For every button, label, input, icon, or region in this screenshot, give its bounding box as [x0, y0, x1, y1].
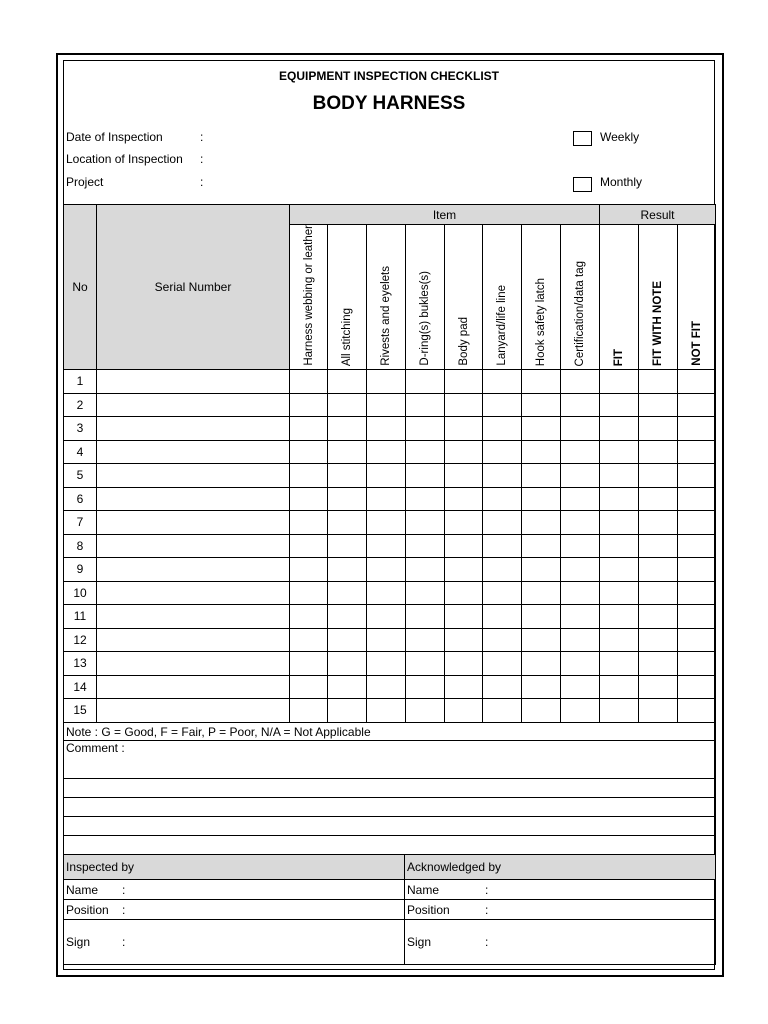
position-colon: : — [485, 902, 489, 917]
item-check-cell[interactable] — [328, 652, 367, 676]
sign-colon: : — [122, 935, 126, 949]
item-check-cell[interactable] — [406, 652, 445, 676]
item-check-cell[interactable] — [406, 581, 445, 605]
item-check-cell[interactable] — [522, 558, 561, 582]
name-colon: : — [485, 882, 489, 897]
item-check-cell[interactable] — [406, 511, 445, 535]
row-number: 12 — [64, 628, 97, 652]
signoff-header-row — [64, 855, 716, 880]
item-check-cell[interactable] — [561, 417, 600, 441]
item-check-cell[interactable] — [367, 393, 406, 417]
item-check-cell[interactable] — [445, 393, 483, 417]
result-header-label: FIT — [613, 348, 625, 366]
result-check-cell[interactable] — [678, 487, 716, 511]
result-check-cell[interactable] — [639, 675, 678, 699]
item-check-cell[interactable] — [445, 534, 483, 558]
comment-label: Comment : — [66, 741, 125, 755]
table-row — [64, 511, 716, 535]
serial-number-cell[interactable] — [97, 370, 290, 394]
item-check-cell[interactable] — [445, 464, 483, 488]
acknowledged-by-header: Acknowledged by — [405, 855, 716, 880]
item-check-cell[interactable] — [367, 581, 406, 605]
item-header — [328, 225, 367, 370]
row-number: 15 — [64, 699, 97, 723]
item-check-cell[interactable] — [522, 440, 561, 464]
result-check-cell[interactable] — [600, 652, 639, 676]
result-header-label: FIT WITH NOTE — [652, 281, 664, 366]
comment-line-cell[interactable] — [64, 817, 716, 836]
result-check-cell[interactable] — [600, 487, 639, 511]
item-check-cell[interactable] — [290, 558, 328, 582]
item-group-header: Item — [290, 205, 600, 225]
serial-number-cell[interactable] — [97, 487, 290, 511]
monthly-checkbox[interactable] — [573, 177, 592, 192]
table-row — [64, 370, 716, 394]
result-check-cell[interactable] — [639, 511, 678, 535]
name-row — [64, 880, 716, 900]
item-check-cell[interactable] — [522, 605, 561, 629]
result-check-cell[interactable] — [678, 417, 716, 441]
item-check-cell[interactable] — [445, 652, 483, 676]
item-check-cell[interactable] — [290, 699, 328, 723]
item-check-cell[interactable] — [445, 487, 483, 511]
item-check-cell[interactable] — [406, 605, 445, 629]
item-check-cell[interactable] — [290, 464, 328, 488]
item-check-cell[interactable] — [483, 511, 522, 535]
serial-number-cell[interactable] — [97, 628, 290, 652]
item-check-cell[interactable] — [561, 393, 600, 417]
item-check-cell[interactable] — [445, 511, 483, 535]
item-check-cell[interactable] — [445, 675, 483, 699]
item-check-cell[interactable] — [290, 675, 328, 699]
result-header-label: NOT FIT — [690, 321, 703, 366]
serial-number-cell[interactable] — [97, 511, 290, 535]
comment-line — [64, 836, 716, 855]
serial-number-cell[interactable] — [97, 393, 290, 417]
item-header-label: Body pad — [457, 317, 470, 366]
serial-number-cell[interactable] — [97, 558, 290, 582]
item-check-cell[interactable] — [406, 393, 445, 417]
item-check-cell[interactable] — [367, 370, 406, 394]
name-label: Name — [407, 882, 440, 897]
item-check-cell[interactable] — [367, 628, 406, 652]
row-number: 7 — [64, 511, 97, 535]
no-header: No — [64, 205, 97, 370]
result-check-cell[interactable] — [678, 581, 716, 605]
result-check-cell[interactable] — [678, 628, 716, 652]
item-check-cell[interactable] — [445, 605, 483, 629]
result-check-cell[interactable] — [600, 581, 639, 605]
result-check-cell[interactable] — [678, 393, 716, 417]
result-check-cell[interactable] — [600, 417, 639, 441]
result-check-cell[interactable] — [639, 370, 678, 394]
item-check-cell[interactable] — [328, 417, 367, 441]
item-check-cell[interactable] — [367, 699, 406, 723]
result-check-cell[interactable] — [600, 699, 639, 723]
item-check-cell[interactable] — [561, 581, 600, 605]
acknowledger-position-cell[interactable] — [405, 900, 716, 920]
item-check-cell[interactable] — [290, 581, 328, 605]
result-check-cell[interactable] — [639, 487, 678, 511]
row-number: 9 — [64, 558, 97, 582]
item-check-cell[interactable] — [290, 440, 328, 464]
row-number: 1 — [64, 370, 97, 394]
item-check-cell[interactable] — [483, 605, 522, 629]
date-colon: : — [200, 130, 204, 144]
result-check-cell[interactable] — [639, 605, 678, 629]
acknowledger-name-cell[interactable] — [405, 880, 716, 900]
sign-label: Sign — [407, 935, 432, 949]
item-check-cell[interactable] — [290, 534, 328, 558]
item-check-cell[interactable] — [522, 699, 561, 723]
result-check-cell[interactable] — [600, 370, 639, 394]
item-check-cell[interactable] — [290, 487, 328, 511]
item-check-cell[interactable] — [561, 699, 600, 723]
result-check-cell[interactable] — [678, 558, 716, 582]
item-header-label: Lanyard/life line — [496, 285, 508, 366]
item-check-cell[interactable] — [561, 605, 600, 629]
sign-row — [64, 920, 716, 965]
item-check-cell[interactable] — [328, 581, 367, 605]
inspector-position-cell[interactable] — [64, 900, 405, 920]
form-subtitle: EQUIPMENT INSPECTION CHECKLIST — [278, 69, 499, 83]
footer-table — [63, 722, 716, 965]
item-check-cell[interactable] — [483, 581, 522, 605]
note-text: Note : G = Good, F = Fair, P = Poor, N/A = Not Applicable — [64, 723, 716, 741]
result-header — [600, 225, 639, 370]
item-check-cell[interactable] — [483, 558, 522, 582]
item-check-cell[interactable] — [561, 464, 600, 488]
project-colon: : — [200, 175, 204, 189]
serial-number-cell[interactable] — [97, 699, 290, 723]
result-check-cell[interactable] — [600, 558, 639, 582]
row-number: 11 — [64, 605, 97, 629]
serial-number-cell[interactable] — [97, 417, 290, 441]
comment-cell[interactable] — [64, 741, 716, 779]
item-check-cell[interactable] — [445, 370, 483, 394]
row-number: 13 — [64, 652, 97, 676]
item-check-cell[interactable] — [445, 581, 483, 605]
inspector-sign-cell[interactable] — [64, 920, 405, 965]
result-check-cell[interactable] — [600, 675, 639, 699]
result-check-cell[interactable] — [639, 440, 678, 464]
monthly-label: Monthly — [600, 175, 643, 189]
item-check-cell[interactable] — [522, 370, 561, 394]
result-check-cell[interactable] — [639, 417, 678, 441]
item-header — [290, 225, 328, 370]
serial-number-cell[interactable] — [97, 464, 290, 488]
table-row — [64, 652, 716, 676]
item-check-cell[interactable] — [406, 558, 445, 582]
sign-colon: : — [485, 935, 489, 949]
item-check-cell[interactable] — [367, 675, 406, 699]
item-check-cell[interactable] — [483, 675, 522, 699]
item-check-cell[interactable] — [367, 511, 406, 535]
row-number: 14 — [64, 675, 97, 699]
comment-line-cell[interactable] — [64, 779, 716, 798]
inspector-name-cell[interactable] — [64, 880, 405, 900]
result-check-cell[interactable] — [639, 464, 678, 488]
item-check-cell[interactable] — [290, 511, 328, 535]
result-header — [678, 225, 716, 370]
table-row — [64, 628, 716, 652]
item-check-cell[interactable] — [406, 534, 445, 558]
result-check-cell[interactable] — [639, 558, 678, 582]
group-header-row — [64, 205, 716, 225]
position-label: Position — [66, 902, 109, 917]
item-check-cell[interactable] — [561, 370, 600, 394]
item-check-cell[interactable] — [522, 511, 561, 535]
weekly-checkbox[interactable] — [573, 131, 592, 146]
item-check-cell[interactable] — [522, 652, 561, 676]
item-check-cell[interactable] — [522, 675, 561, 699]
item-header — [561, 225, 600, 370]
item-check-cell[interactable] — [406, 440, 445, 464]
table-row — [64, 417, 716, 441]
result-check-cell[interactable] — [678, 605, 716, 629]
location-colon: : — [200, 152, 204, 166]
item-check-cell[interactable] — [328, 393, 367, 417]
row-number: 10 — [64, 581, 97, 605]
item-check-cell[interactable] — [290, 628, 328, 652]
item-check-cell[interactable] — [445, 440, 483, 464]
comment-line — [64, 779, 716, 798]
item-check-cell[interactable] — [406, 417, 445, 441]
item-check-cell[interactable] — [483, 370, 522, 394]
item-check-cell[interactable] — [561, 675, 600, 699]
serial-number-cell[interactable] — [97, 605, 290, 629]
row-number: 3 — [64, 417, 97, 441]
item-header — [367, 225, 406, 370]
item-check-cell[interactable] — [406, 370, 445, 394]
result-check-cell[interactable] — [600, 393, 639, 417]
item-check-cell[interactable] — [483, 440, 522, 464]
table-body — [64, 370, 716, 723]
weekly-label: Weekly — [600, 130, 640, 144]
table-row — [64, 464, 716, 488]
item-check-cell[interactable] — [561, 487, 600, 511]
sign-label: Sign — [66, 935, 91, 949]
item-check-cell[interactable] — [522, 393, 561, 417]
item-check-cell[interactable] — [367, 487, 406, 511]
result-check-cell[interactable] — [678, 652, 716, 676]
name-label: Name — [66, 882, 99, 897]
item-check-cell[interactable] — [561, 628, 600, 652]
serial-header: Serial Number — [97, 205, 290, 370]
item-check-cell[interactable] — [522, 581, 561, 605]
result-check-cell[interactable] — [600, 511, 639, 535]
row-number: 2 — [64, 393, 97, 417]
result-check-cell[interactable] — [678, 440, 716, 464]
item-check-cell[interactable] — [328, 558, 367, 582]
location-label: Location of Inspection — [66, 152, 183, 166]
item-header-label: All stitching — [341, 307, 353, 366]
comment-line-cell[interactable] — [64, 798, 716, 817]
position-colon: : — [122, 902, 126, 917]
item-check-cell[interactable] — [367, 605, 406, 629]
item-check-cell[interactable] — [290, 652, 328, 676]
table-row — [64, 699, 716, 723]
table-row — [64, 581, 716, 605]
item-check-cell[interactable] — [483, 417, 522, 441]
comment-line-cell[interactable] — [64, 836, 716, 855]
result-check-cell[interactable] — [639, 652, 678, 676]
result-check-cell[interactable] — [600, 534, 639, 558]
serial-number-cell[interactable] — [97, 534, 290, 558]
project-label: Project — [66, 175, 104, 189]
result-check-cell[interactable] — [639, 699, 678, 723]
acknowledger-sign-cell[interactable] — [405, 920, 716, 965]
item-check-cell[interactable] — [406, 464, 445, 488]
result-group-header: Result — [600, 205, 716, 225]
table-row — [64, 487, 716, 511]
table-row — [64, 440, 716, 464]
item-check-cell[interactable] — [290, 370, 328, 394]
result-header — [639, 225, 678, 370]
comment-row — [64, 741, 716, 779]
serial-number-cell[interactable] — [97, 581, 290, 605]
item-check-cell[interactable] — [445, 558, 483, 582]
form-title: BODY HARNESS — [312, 93, 466, 114]
item-check-cell[interactable] — [328, 628, 367, 652]
name-colon: : — [122, 882, 126, 897]
item-header-label: Harness webbing or leather — [302, 225, 315, 366]
item-check-cell[interactable] — [522, 417, 561, 441]
item-header-label: Rivests and eyelets — [380, 266, 392, 366]
row-number: 6 — [64, 487, 97, 511]
item-check-cell[interactable] — [406, 675, 445, 699]
position-row — [64, 900, 716, 920]
item-check-cell[interactable] — [445, 628, 483, 652]
item-check-cell[interactable] — [367, 464, 406, 488]
inspected-by-header: Inspected by — [64, 855, 405, 880]
item-check-cell[interactable] — [406, 628, 445, 652]
result-check-cell[interactable] — [639, 628, 678, 652]
item-check-cell[interactable] — [328, 487, 367, 511]
table-row — [64, 558, 716, 582]
item-check-cell[interactable] — [328, 440, 367, 464]
row-number: 4 — [64, 440, 97, 464]
item-check-cell[interactable] — [290, 605, 328, 629]
item-check-cell[interactable] — [328, 370, 367, 394]
item-check-cell[interactable] — [367, 534, 406, 558]
item-header — [406, 225, 445, 370]
result-check-cell[interactable] — [600, 464, 639, 488]
item-header — [483, 225, 522, 370]
item-check-cell[interactable] — [483, 628, 522, 652]
result-check-cell[interactable] — [639, 581, 678, 605]
result-check-cell[interactable] — [600, 605, 639, 629]
result-check-cell[interactable] — [639, 534, 678, 558]
item-check-cell[interactable] — [328, 464, 367, 488]
item-check-cell[interactable] — [483, 464, 522, 488]
result-check-cell[interactable] — [678, 534, 716, 558]
position-label: Position — [407, 902, 450, 917]
item-check-cell[interactable] — [290, 417, 328, 441]
serial-number-cell[interactable] — [97, 652, 290, 676]
table-row — [64, 675, 716, 699]
serial-number-cell[interactable] — [97, 440, 290, 464]
item-check-cell[interactable] — [367, 558, 406, 582]
item-check-cell[interactable] — [561, 558, 600, 582]
comment-line — [64, 817, 716, 836]
item-check-cell[interactable] — [561, 652, 600, 676]
item-check-cell[interactable] — [445, 417, 483, 441]
item-check-cell[interactable] — [483, 699, 522, 723]
item-check-cell[interactable] — [522, 487, 561, 511]
item-header-label: D-ring(s) bukles(s) — [419, 271, 431, 366]
item-check-cell[interactable] — [406, 699, 445, 723]
item-check-cell[interactable] — [328, 511, 367, 535]
item-header — [522, 225, 561, 370]
result-check-cell[interactable] — [678, 464, 716, 488]
row-number: 5 — [64, 464, 97, 488]
inspection-table — [63, 204, 716, 723]
item-check-cell[interactable] — [406, 487, 445, 511]
item-header-label: Hook safety latch — [535, 277, 547, 366]
item-check-cell[interactable] — [483, 393, 522, 417]
item-check-cell[interactable] — [367, 440, 406, 464]
item-check-cell[interactable] — [328, 699, 367, 723]
item-header-label: Certification/data tag — [574, 260, 586, 366]
comment-line — [64, 798, 716, 817]
item-check-cell[interactable] — [328, 675, 367, 699]
item-check-cell[interactable] — [483, 534, 522, 558]
item-check-cell[interactable] — [561, 511, 600, 535]
table-row — [64, 605, 716, 629]
result-check-cell[interactable] — [600, 440, 639, 464]
result-check-cell[interactable] — [678, 511, 716, 535]
item-check-cell[interactable] — [367, 652, 406, 676]
result-check-cell[interactable] — [678, 370, 716, 394]
item-check-cell[interactable] — [522, 534, 561, 558]
date-label: Date of Inspection — [66, 130, 163, 144]
item-check-cell[interactable] — [328, 534, 367, 558]
item-check-cell[interactable] — [290, 393, 328, 417]
item-check-cell[interactable] — [483, 652, 522, 676]
item-check-cell[interactable] — [522, 628, 561, 652]
result-check-cell[interactable] — [600, 628, 639, 652]
table-row — [64, 393, 716, 417]
table-row — [64, 534, 716, 558]
item-check-cell[interactable] — [328, 605, 367, 629]
result-check-cell[interactable] — [678, 675, 716, 699]
note-row — [64, 723, 716, 741]
item-check-cell[interactable] — [561, 440, 600, 464]
row-number: 8 — [64, 534, 97, 558]
item-check-cell[interactable] — [522, 464, 561, 488]
item-check-cell[interactable] — [483, 487, 522, 511]
serial-number-cell[interactable] — [97, 675, 290, 699]
result-check-cell[interactable] — [639, 393, 678, 417]
result-check-cell[interactable] — [678, 699, 716, 723]
item-header — [445, 225, 483, 370]
item-check-cell[interactable] — [445, 699, 483, 723]
item-check-cell[interactable] — [561, 534, 600, 558]
item-check-cell[interactable] — [367, 417, 406, 441]
